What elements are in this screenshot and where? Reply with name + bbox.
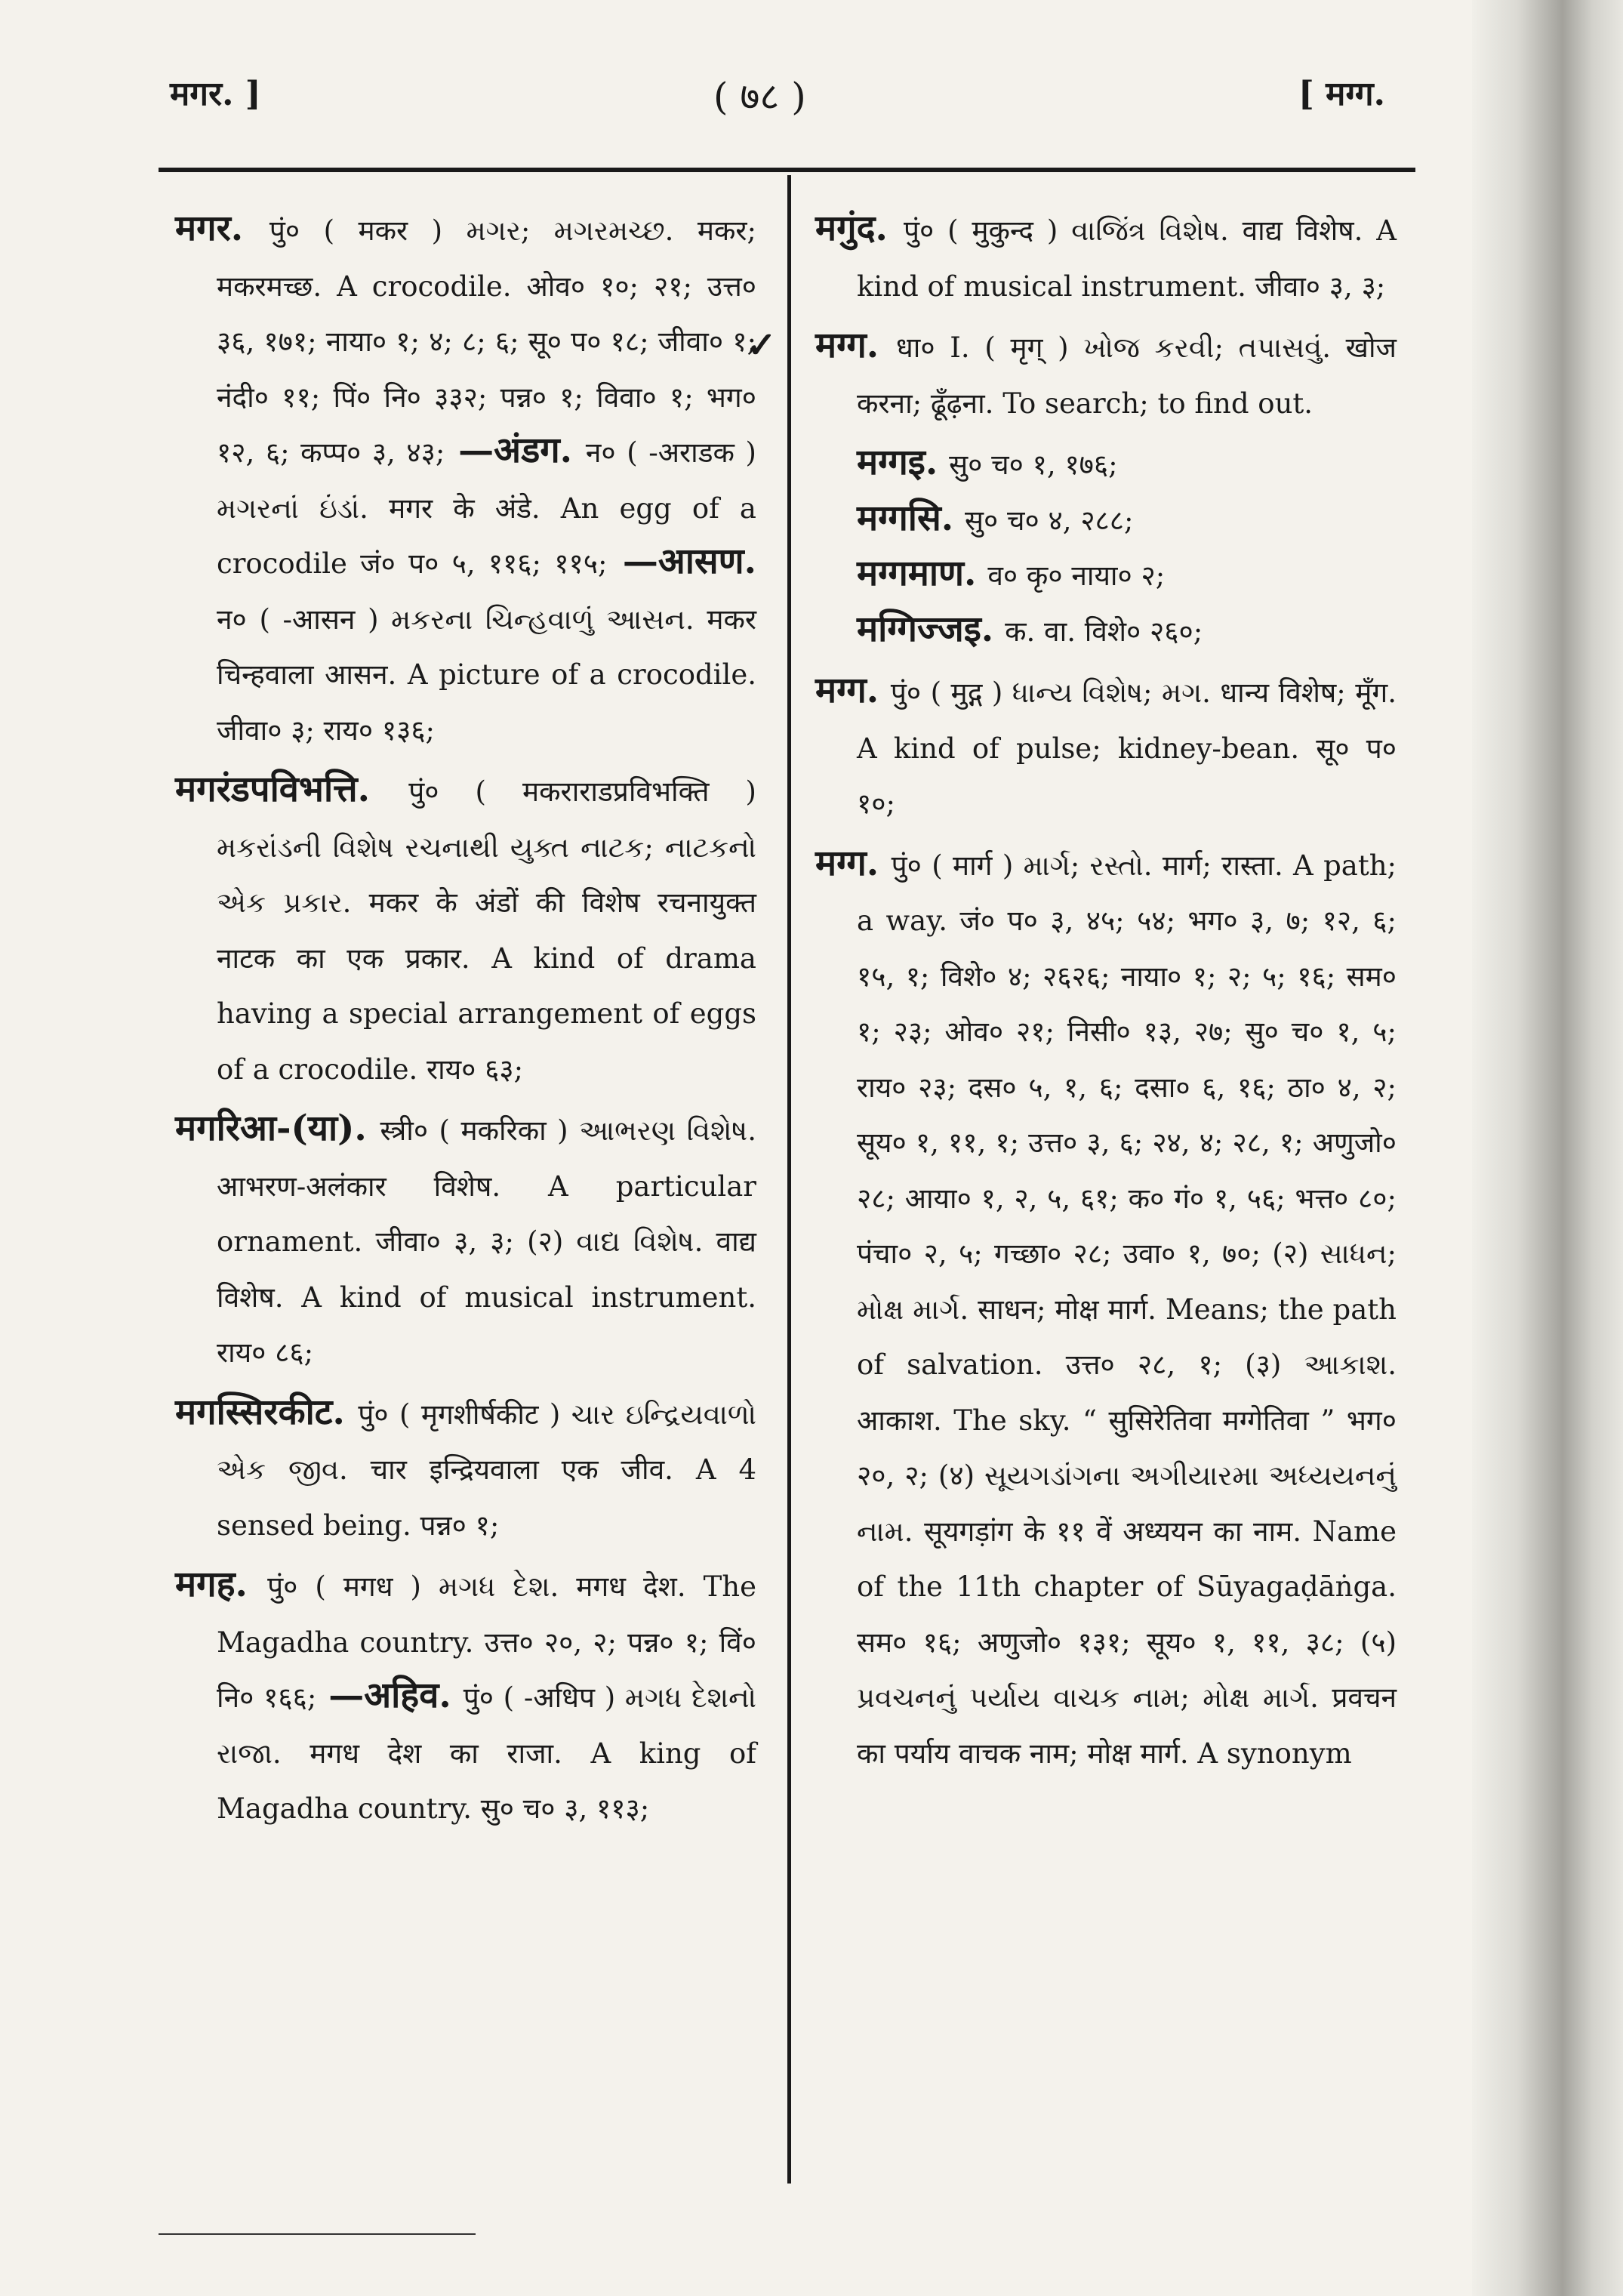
column-divider bbox=[787, 175, 791, 2184]
sub-headword: —अहिव. bbox=[328, 1675, 451, 1716]
page-number: ( ७८ ) bbox=[713, 75, 806, 119]
header-left-guideword: मगर. ] bbox=[170, 75, 261, 113]
dictionary-entry bbox=[815, 202, 1397, 313]
entry-body: पुं० ( मगध ) મગધ દેશ. मगध देश. The Magadha country. उत्त० २०, २; पन्न० १; विं० नि० १६६; bbox=[217, 1570, 756, 1714]
verb-form-word: मग्गिज्जइ. bbox=[857, 608, 994, 650]
verb-form-word: मग्गइ. bbox=[857, 442, 938, 483]
dictionary-entry bbox=[175, 202, 756, 757]
verb-form bbox=[815, 547, 1397, 603]
dictionary-entry: ✓ मग्ग. धा० I. ( मृग् ) ખોજ કરવી; તપાસવું. खोज करना; ढूँढ़ना. To search; to find out. bbox=[747, 325, 1397, 420]
entry-headword: मग्ग. bbox=[815, 670, 879, 711]
verb-form bbox=[815, 603, 1397, 659]
sub-headword: —अंडग. bbox=[458, 430, 573, 471]
sub-headword: —आसण. bbox=[622, 541, 756, 582]
entry-body: धा० I. ( मृग् ) ખોજ કરવી; તપાસવું. खोज करना; ढूँढ़ना. To search; to find out. bbox=[857, 331, 1397, 420]
entry-headword: मगुंद. bbox=[815, 208, 888, 249]
entry-headword: मग्ग. bbox=[815, 325, 879, 366]
dictionary-entry bbox=[175, 1386, 756, 1553]
entry-body: पुं० ( मकर ) મગર; મગરમચ્છ. मकर; मकरमच्छ. A crocodile. ओव० १०; २१; उत्त० ३६, १७१; नाया० १; ४; ८; ६; सू० प० १८; जीवा० १; नंदी० ११; पिं० नि० ३३२; पन्न० १; विवा० १; भग० १२, ६; कप्प० ३, ४३; bbox=[217, 214, 756, 469]
entry-body: पुं० ( मार्ग ) માર્ગ; રસ્તો. मार्ग; रास्ता. A path; a way. जं० प० ३, ४५; ५४; भग० ३, ७; १२, ६; १५, १; विशे० ४; २६२६; नाया० १; २; ५; १६; सम० १; २३; ओव० २१; निसी० १३, २७; सु० च० १, ५; राय० २३; दस० ५, १, ६; दसा० ६, १६; ठा० ४, २; सूय० १, ११, १; उत्त० ३, ६; २४, ४; २८, १; अणुजो० २८; आया० १, २, ५, ६१; क० गं० १, ५६; भत्त० ८०; पंचा० २, ५; गच्छा० २८; उवा० १, ७०; (२) સાધન; મોક્ષ માર્ગ. साधन; मोक्ष मार्ग. Means; the path of salvation. उत्त० २८, १; (३) આકાશ. आकाश. The sky. “ सुसिरेतिवा मग्गेतिवा ” भग० २०, २; (४) સૂયગડાંગના અગીયારમા અધ્યયનનું નામ. सूयगड़ांग के ११ वें अध्ययन का नाम. Name of the 11th chapter of Sūyagaḍāṅga. सम० १६; अणुजो० १३१; सूय० १, ११, ३८; (५) પ્રવચનનું પર્યાય વાચક નામ; મોક્ષ માર્ગ. प्रवचन का पर्याय वाचक नाम; मोक्ष मार्ग. A synonym bbox=[857, 849, 1397, 1770]
entry-headword: मग्ग. bbox=[815, 842, 879, 884]
entry-headword: मगरिआ-(या). bbox=[175, 1108, 367, 1149]
entry-headword: मगह. bbox=[175, 1564, 248, 1605]
verb-form-word: मग्गसि. bbox=[857, 497, 954, 539]
entry-headword: मगस्सिरकीट. bbox=[175, 1391, 345, 1433]
entry-headword: मगर. bbox=[175, 208, 244, 249]
entry-headword: मगरंडपविभत्ति. bbox=[175, 769, 370, 810]
entry-body: पुं० ( मुकुन्द ) વાજિંત્ર વિશેષ. वाद्य विशेष. A kind of musical instrument. जीवा० ३, ३; bbox=[857, 214, 1397, 303]
dictionary-entry bbox=[175, 1558, 756, 1836]
verb-form bbox=[815, 492, 1397, 548]
dictionary-entry bbox=[815, 837, 1397, 1781]
verb-form-ref: क. वा. विशे० २६०; bbox=[1005, 615, 1203, 648]
book-binding-shadow bbox=[1472, 0, 1623, 2296]
dictionary-entry bbox=[815, 664, 1397, 831]
right-column bbox=[747, 202, 1397, 1786]
footer-rule bbox=[159, 2233, 476, 2235]
sub-entry-body: न० ( -अराडक ) મગરનાં ઇંડાં. मगर के अंडे. An egg of a crocodile जं० प० ५, ११६; ११५; bbox=[217, 436, 756, 580]
verb-form bbox=[815, 436, 1397, 492]
dictionary-entry bbox=[175, 1102, 756, 1380]
header-right-guideword: [ मग्ग. bbox=[1298, 75, 1385, 113]
left-column bbox=[175, 202, 756, 1842]
verb-form-word: मग्गमाण. bbox=[857, 553, 977, 594]
entry-body: पुं० ( मकराराडप्रविभक्ति ) મકરાંડની વિશેષ રચનાથી યુક્ત નાટક; નાટકનો એક પ્રકાર. मकर के अंडों की विशेष रचनायुक्त नाटक का एक प्रकार. A kind of drama having a special arrangement of eggs of a crocodile. राय० ६३; bbox=[217, 775, 756, 1086]
header-rule bbox=[159, 168, 1415, 172]
verb-form-ref: सु० च० १, १७६; bbox=[949, 448, 1118, 481]
verb-form-ref: सु० च० ४, २८८; bbox=[965, 504, 1134, 537]
sub-entry-body: न० ( -आसन ) મકરના ચિન્હવાળું આસન. मकर चिन्हवाला आसन. A picture of a crocodile. जीवा० ३; राय० १३६; bbox=[217, 603, 756, 747]
sub-entry-body: पुं० ( -अधिप ) મગધ દેશનો રાજા. मगध देश का राजा. A king of Magadha country. सु० च० ३, ११३; bbox=[217, 1681, 756, 1825]
entry-body: पुं० ( मुद्ग ) ધાન્ય વિશેષ; મગ. धान्य विशेष; मूँग. A kind of pulse; kidney-bean. सू० प० १०; bbox=[857, 676, 1397, 820]
dictionary-entry bbox=[175, 763, 756, 1096]
verb-form-ref: व० कृ० नाया० २; bbox=[987, 559, 1166, 592]
entry-body: पुं० ( मृगशीर्षकीट ) ચાર ઇન્દ્રિયવાળો એક જીવ. चार इन्द्रियवाला एक जीव. A 4 sensed being. पन्न० १; bbox=[217, 1398, 756, 1542]
entry-body: स्त्री० ( मकरिका ) આભરણ વિશેષ. आभरण-अलंकार विशेष. A particular ornament. जीवा० ३, ३; (२) વાદ્ય વિશેષ. वाद्य विशेष. A kind of musical instrument. राय० ८६; bbox=[217, 1114, 756, 1369]
